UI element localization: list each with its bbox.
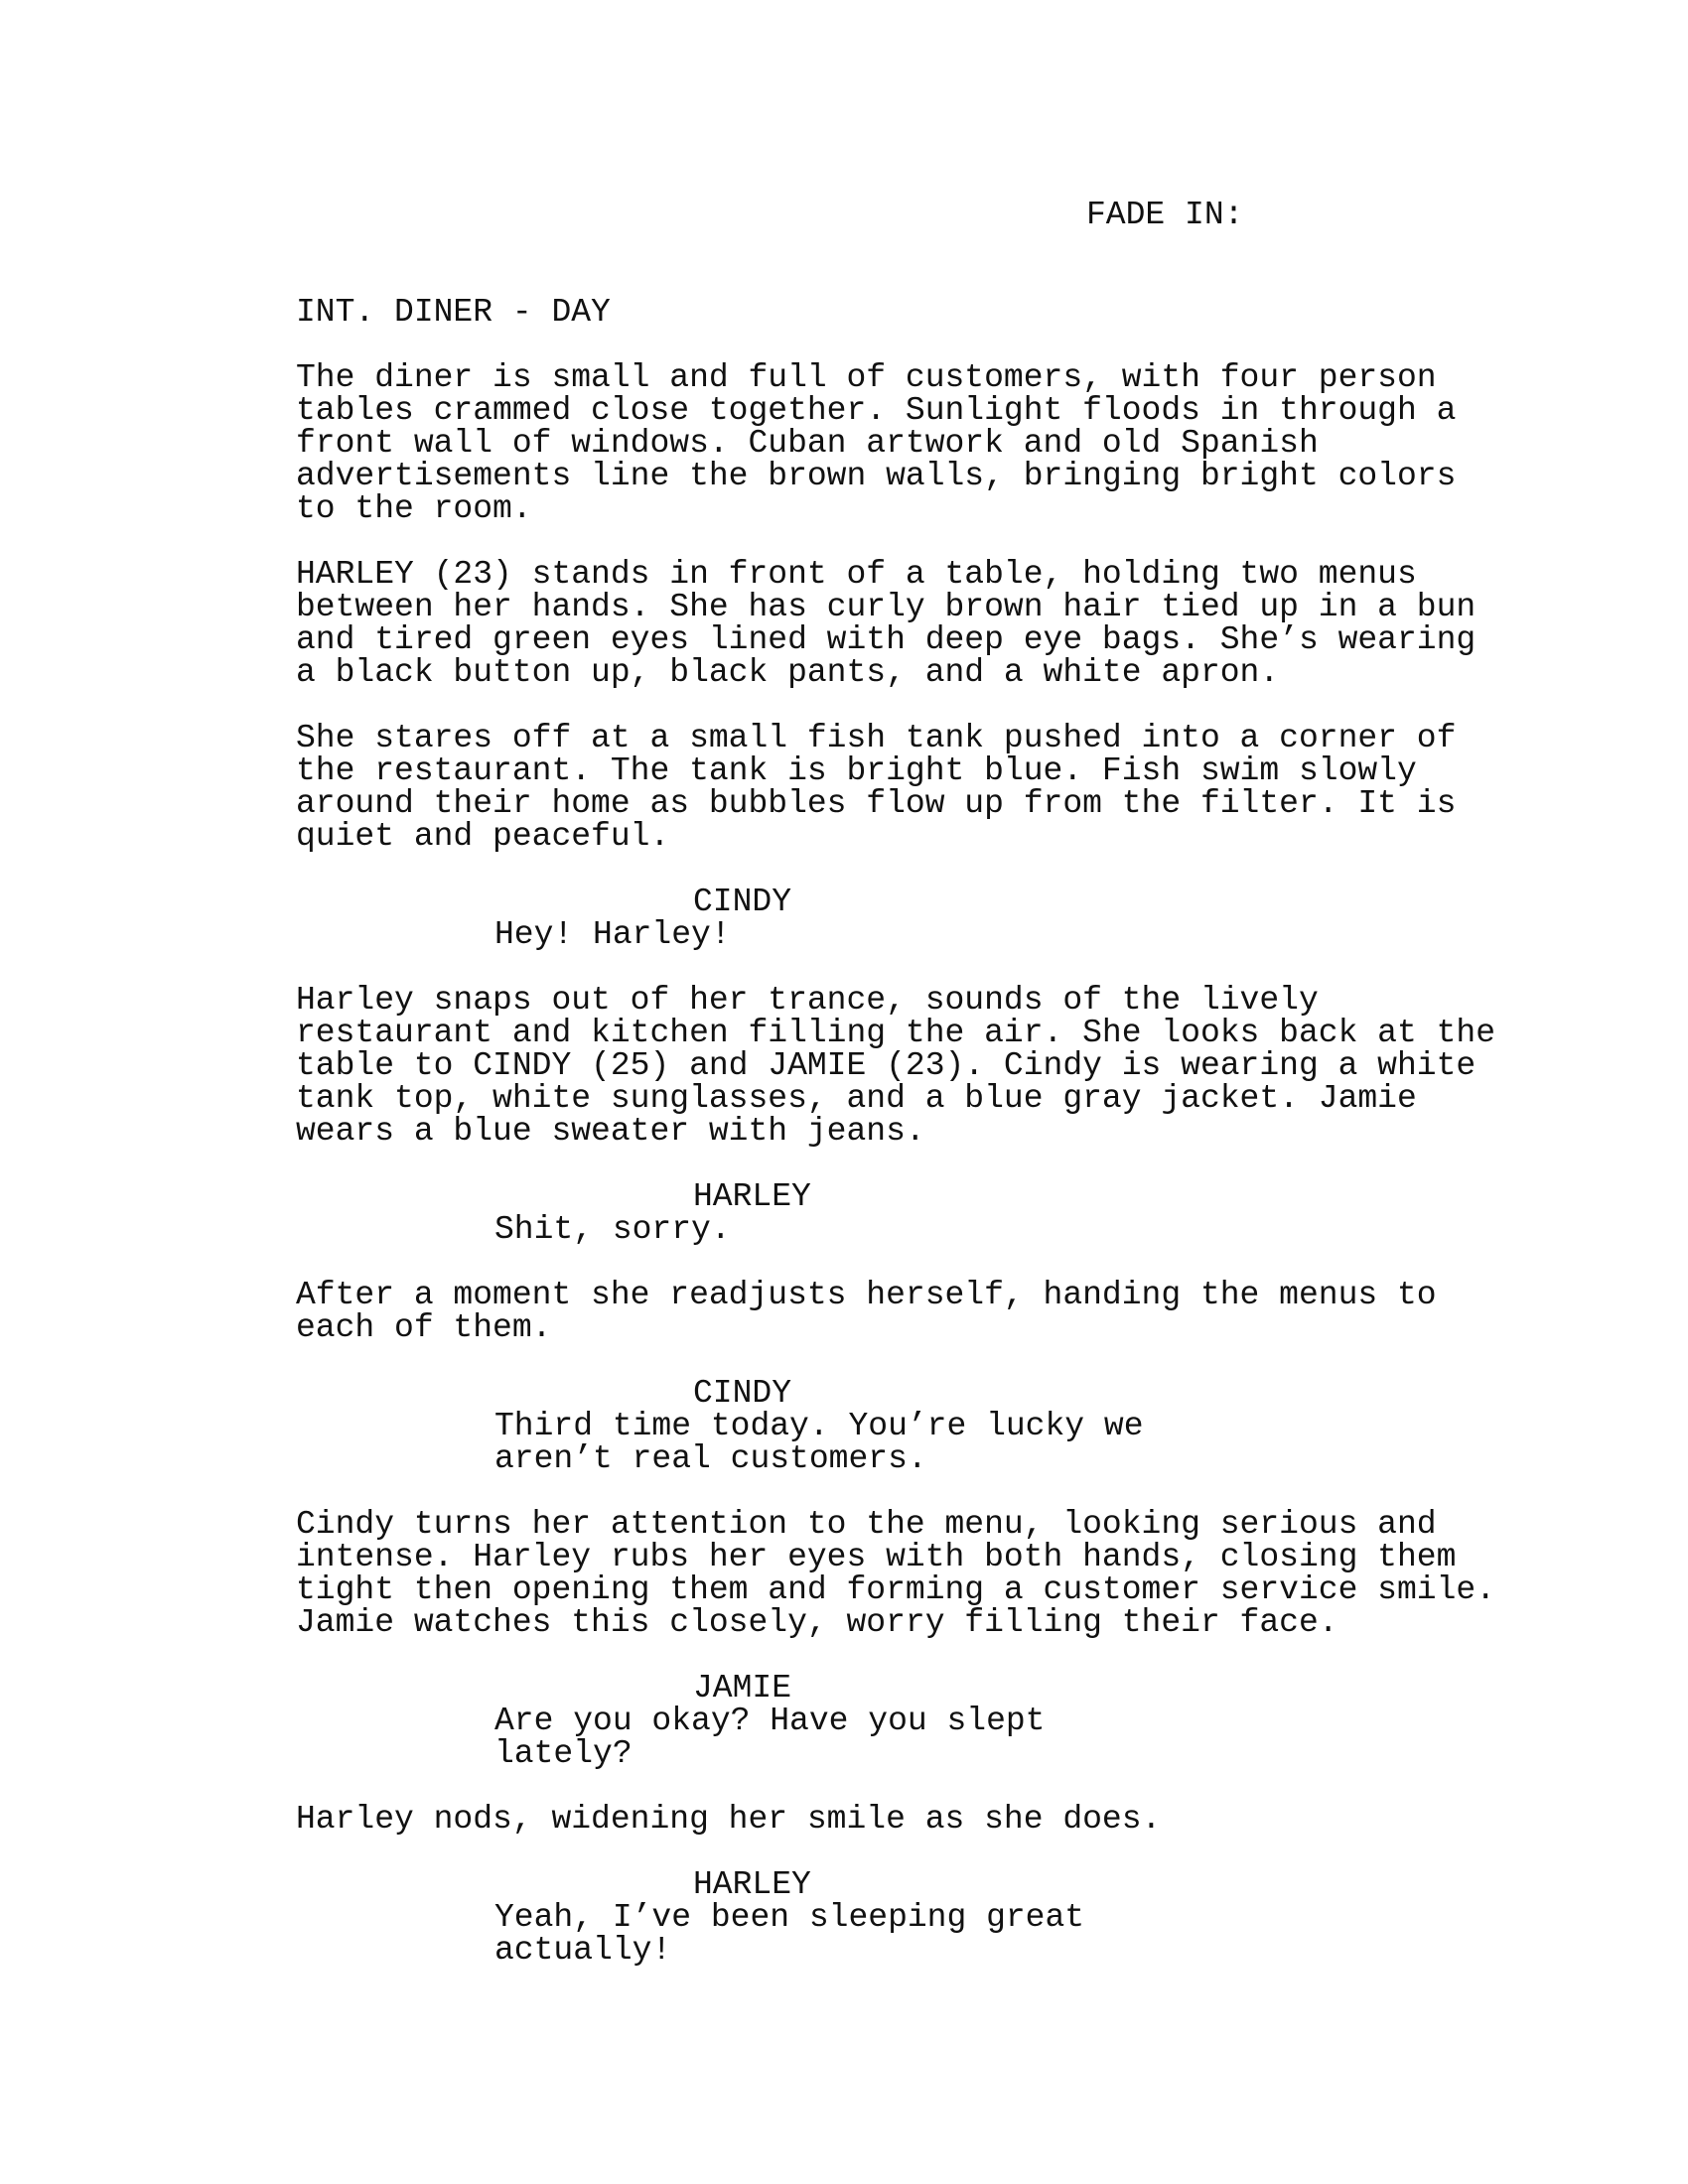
action-line: tank top, white sunglasses, and a blue gray jacket. Jamie <box>296 1080 1417 1117</box>
action-line: each of them. <box>296 1309 552 1346</box>
dialogue-line: Hey! Harley! <box>494 916 731 953</box>
dialogue-line: Yeah, I’ve been sleeping great <box>494 1899 1085 1936</box>
character-name: HARLEY <box>693 1866 811 1903</box>
action-line: around their home as bubbles flow up from the filter. It is <box>296 785 1457 822</box>
dialogue-line: actually! <box>494 1932 672 1969</box>
action-line: advertisements line the brown walls, bringing bright colors <box>296 458 1457 494</box>
dialogue-line: Third time today. You’re lucky we <box>494 1408 1144 1444</box>
action-line: restaurant and kitchen filling the air. She looks back at the <box>296 1015 1495 1051</box>
action-line: Cindy turns her attention to the menu, looking serious and <box>296 1506 1437 1543</box>
character-name: HARLEY <box>693 1178 811 1215</box>
action-line: Harley snaps out of her trance, sounds of the lively <box>296 982 1319 1019</box>
action-line: front wall of windows. Cuban artwork and old Spanish <box>296 425 1319 462</box>
character-name: JAMIE <box>693 1670 792 1706</box>
action-line: and tired green eyes lined with deep eye bags. She’s wearing <box>296 621 1477 658</box>
action-line: a black button up, black pants, and a white apron. <box>296 654 1280 691</box>
action-line: Harley nods, widening her smile as she does. <box>296 1801 1162 1838</box>
scene-heading: INT. DINER - DAY <box>296 294 611 331</box>
action-line: intense. Harley rubs her eyes with both hands, closing them <box>296 1539 1457 1575</box>
action-line: tight then opening them and forming a customer service smile. <box>296 1571 1495 1608</box>
action-line: quiet and peaceful. <box>296 818 670 855</box>
action-line: to the room. <box>296 490 532 527</box>
transition-fade-in: FADE IN: <box>1086 197 1244 233</box>
character-name: CINDY <box>693 1375 792 1412</box>
action-line: The diner is small and full of customers, with four person <box>296 359 1437 396</box>
action-line: wears a blue sweater with jeans. <box>296 1113 925 1150</box>
action-line: HARLEY (23) stands in front of a table, holding two menus <box>296 556 1417 593</box>
dialogue-line: lately? <box>494 1735 633 1772</box>
dialogue-line: Shit, sorry. <box>494 1211 731 1248</box>
character-name: CINDY <box>693 884 792 920</box>
action-line: tables crammed close together. Sunlight floods in through a <box>296 392 1457 429</box>
action-line: She stares off at a small fish tank pushed into a corner of <box>296 720 1457 756</box>
action-line: between her hands. She has curly brown hair tied up in a bun <box>296 589 1477 625</box>
action-line: table to CINDY (25) and JAMIE (23). Cindy is wearing a white <box>296 1047 1477 1084</box>
action-line: Jamie watches this closely, worry filling their face. <box>296 1604 1338 1641</box>
dialogue-line: aren’t real customers. <box>494 1440 927 1477</box>
action-line: After a moment she readjusts herself, handing the menus to <box>296 1277 1437 1313</box>
action-line: the restaurant. The tank is bright blue. Fish swim slowly <box>296 752 1417 789</box>
dialogue-line: Are you okay? Have you slept <box>494 1703 1046 1739</box>
